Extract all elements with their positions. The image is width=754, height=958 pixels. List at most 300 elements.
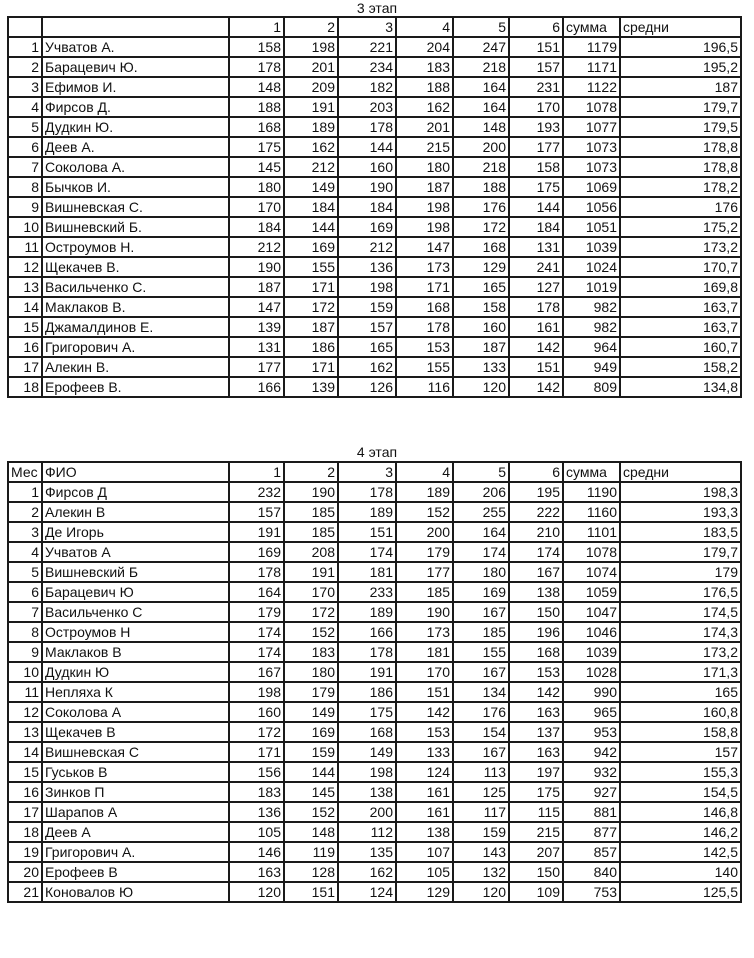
cell-g2: 189 bbox=[284, 117, 338, 137]
cell-place: 12 bbox=[8, 702, 42, 722]
cell-g4: 173 bbox=[396, 622, 453, 642]
cell-place: 20 bbox=[8, 862, 42, 882]
cell-g4: 181 bbox=[396, 642, 453, 662]
cell-g4: 171 bbox=[396, 277, 453, 297]
cell-sum: 881 bbox=[563, 802, 620, 822]
cell-sum: 982 bbox=[563, 317, 620, 337]
cell-g4: 155 bbox=[396, 357, 453, 377]
cell-avg: 173,2 bbox=[620, 237, 741, 257]
cell-g6: 127 bbox=[509, 277, 563, 297]
cell-sum: 1056 bbox=[563, 197, 620, 217]
cell-g1: 187 bbox=[229, 277, 284, 297]
table-row bbox=[8, 157, 741, 177]
stage-3-title: 3 этап bbox=[356, 0, 398, 16]
cell-g2: 184 bbox=[284, 197, 338, 217]
header-sum: сумма bbox=[563, 462, 620, 482]
cell-avg: 178,8 bbox=[620, 137, 741, 157]
cell-avg: 163,7 bbox=[620, 317, 741, 337]
cell-place: 6 bbox=[8, 582, 42, 602]
cell-g4: 204 bbox=[396, 37, 453, 57]
cell-g3: 186 bbox=[338, 682, 396, 702]
cell-g2: 170 bbox=[284, 582, 338, 602]
cell-name: Учватов А bbox=[42, 542, 229, 562]
cell-name: Барацевич Ю. bbox=[42, 57, 229, 77]
cell-place: 2 bbox=[8, 502, 42, 522]
cell-sum: 990 bbox=[563, 682, 620, 702]
table-row bbox=[8, 297, 741, 317]
cell-avg: 196,5 bbox=[620, 37, 741, 57]
cell-g6: 144 bbox=[509, 197, 563, 217]
header-g3: 3 bbox=[338, 17, 396, 37]
cell-avg: 155,3 bbox=[620, 762, 741, 782]
cell-g4: 138 bbox=[396, 822, 453, 842]
cell-place: 5 bbox=[8, 562, 42, 582]
table-row bbox=[8, 642, 741, 662]
cell-g5: 200 bbox=[453, 137, 509, 157]
cell-g3: 162 bbox=[338, 357, 396, 377]
cell-place: 4 bbox=[8, 97, 42, 117]
cell-place: 5 bbox=[8, 117, 42, 137]
cell-g3: 190 bbox=[338, 177, 396, 197]
cell-g3: 166 bbox=[338, 622, 396, 642]
cell-avg: 146,8 bbox=[620, 802, 741, 822]
cell-g2: 144 bbox=[284, 217, 338, 237]
cell-g4: 168 bbox=[396, 297, 453, 317]
header-g1: 1 bbox=[229, 462, 284, 482]
cell-place: 9 bbox=[8, 197, 42, 217]
cell-g2: 155 bbox=[284, 257, 338, 277]
cell-g3: 184 bbox=[338, 197, 396, 217]
cell-g1: 158 bbox=[229, 37, 284, 57]
cell-sum: 1039 bbox=[563, 237, 620, 257]
cell-name: Фирсов Д bbox=[42, 482, 229, 502]
stage-4-table bbox=[7, 461, 742, 903]
cell-g5: 129 bbox=[453, 257, 509, 277]
cell-place: 17 bbox=[8, 802, 42, 822]
cell-g2: 191 bbox=[284, 97, 338, 117]
cell-g1: 183 bbox=[229, 782, 284, 802]
cell-place: 11 bbox=[8, 237, 42, 257]
cell-g3: 198 bbox=[338, 762, 396, 782]
cell-g6: 163 bbox=[509, 702, 563, 722]
header-g4: 4 bbox=[396, 17, 453, 37]
cell-avg: 171,3 bbox=[620, 662, 741, 682]
cell-g6: 215 bbox=[509, 822, 563, 842]
cell-g1: 170 bbox=[229, 197, 284, 217]
cell-place: 8 bbox=[8, 622, 42, 642]
cell-g6: 158 bbox=[509, 157, 563, 177]
cell-g3: 175 bbox=[338, 702, 396, 722]
cell-g1: 167 bbox=[229, 662, 284, 682]
cell-g5: 120 bbox=[453, 882, 509, 902]
cell-g5: 160 bbox=[453, 317, 509, 337]
cell-g5: 117 bbox=[453, 802, 509, 822]
cell-g5: 247 bbox=[453, 37, 509, 57]
cell-g1: 188 bbox=[229, 97, 284, 117]
header-name: ФИО bbox=[42, 462, 229, 482]
cell-g5: 168 bbox=[453, 237, 509, 257]
cell-g3: 168 bbox=[338, 722, 396, 742]
cell-g5: 218 bbox=[453, 57, 509, 77]
cell-g5: 134 bbox=[453, 682, 509, 702]
stage-3-table bbox=[7, 16, 742, 398]
table-row bbox=[8, 882, 741, 902]
cell-sum: 982 bbox=[563, 297, 620, 317]
cell-name: Остроумов Н bbox=[42, 622, 229, 642]
cell-g5: 154 bbox=[453, 722, 509, 742]
cell-sum: 965 bbox=[563, 702, 620, 722]
cell-g2: 149 bbox=[284, 702, 338, 722]
cell-g5: 187 bbox=[453, 337, 509, 357]
cell-avg: 157 bbox=[620, 742, 741, 762]
cell-avg: 154,5 bbox=[620, 782, 741, 802]
cell-g4: 116 bbox=[396, 377, 453, 397]
cell-g6: 177 bbox=[509, 137, 563, 157]
cell-g4: 153 bbox=[396, 722, 453, 742]
cell-g2: 185 bbox=[284, 502, 338, 522]
cell-g1: 163 bbox=[229, 862, 284, 882]
cell-name: Вишневский Б. bbox=[42, 217, 229, 237]
cell-g4: 178 bbox=[396, 317, 453, 337]
cell-g1: 164 bbox=[229, 582, 284, 602]
cell-sum: 942 bbox=[563, 742, 620, 762]
cell-g4: 170 bbox=[396, 662, 453, 682]
cell-g4: 105 bbox=[396, 862, 453, 882]
cell-name: Зинков П bbox=[42, 782, 229, 802]
cell-g2: 162 bbox=[284, 137, 338, 157]
cell-g5: 180 bbox=[453, 562, 509, 582]
cell-place: 1 bbox=[8, 482, 42, 502]
cell-g4: 124 bbox=[396, 762, 453, 782]
header-g6: 6 bbox=[509, 462, 563, 482]
cell-g3: 198 bbox=[338, 277, 396, 297]
cell-g3: 189 bbox=[338, 602, 396, 622]
cell-name: Вишневская С. bbox=[42, 197, 229, 217]
header-sum: сумма bbox=[563, 17, 620, 37]
cell-g2: 149 bbox=[284, 177, 338, 197]
cell-g1: 184 bbox=[229, 217, 284, 237]
cell-g3: 138 bbox=[338, 782, 396, 802]
cell-g3: 178 bbox=[338, 482, 396, 502]
cell-sum: 753 bbox=[563, 882, 620, 902]
table-row bbox=[8, 37, 741, 57]
cell-place: 12 bbox=[8, 257, 42, 277]
cell-g3: 126 bbox=[338, 377, 396, 397]
cell-g4: 173 bbox=[396, 257, 453, 277]
cell-name: Дудкин Ю bbox=[42, 662, 229, 682]
cell-g5: 143 bbox=[453, 842, 509, 862]
cell-g6: 231 bbox=[509, 77, 563, 97]
cell-g3: 160 bbox=[338, 157, 396, 177]
cell-g5: 155 bbox=[453, 642, 509, 662]
header-g2: 2 bbox=[284, 462, 338, 482]
cell-sum: 857 bbox=[563, 842, 620, 862]
cell-g5: 172 bbox=[453, 217, 509, 237]
table-row bbox=[8, 337, 741, 357]
cell-g3: 151 bbox=[338, 522, 396, 542]
cell-g6: 142 bbox=[509, 377, 563, 397]
table-row bbox=[8, 682, 741, 702]
cell-g4: 133 bbox=[396, 742, 453, 762]
table-row bbox=[8, 317, 741, 337]
cell-g5: 165 bbox=[453, 277, 509, 297]
cell-sum: 809 bbox=[563, 377, 620, 397]
cell-sum: 1078 bbox=[563, 97, 620, 117]
header-g6: 6 bbox=[509, 17, 563, 37]
cell-g1: 157 bbox=[229, 502, 284, 522]
cell-g4: 177 bbox=[396, 562, 453, 582]
cell-g2: 152 bbox=[284, 802, 338, 822]
cell-avg: 158,2 bbox=[620, 357, 741, 377]
cell-g4: 183 bbox=[396, 57, 453, 77]
table-row bbox=[8, 117, 741, 137]
cell-name: Шарапов А bbox=[42, 802, 229, 822]
cell-avg: 169,8 bbox=[620, 277, 741, 297]
cell-avg: 174,5 bbox=[620, 602, 741, 622]
table-row bbox=[8, 602, 741, 622]
cell-g1: 168 bbox=[229, 117, 284, 137]
cell-name: Барацевич Ю bbox=[42, 582, 229, 602]
cell-g6: 109 bbox=[509, 882, 563, 902]
cell-g2: 171 bbox=[284, 357, 338, 377]
cell-place: 17 bbox=[8, 357, 42, 377]
cell-sum: 953 bbox=[563, 722, 620, 742]
cell-name: Васильченко С bbox=[42, 602, 229, 622]
cell-g6: 137 bbox=[509, 722, 563, 742]
cell-g4: 198 bbox=[396, 217, 453, 237]
cell-g4: 200 bbox=[396, 522, 453, 542]
cell-g3: 124 bbox=[338, 882, 396, 902]
cell-avg: 173,2 bbox=[620, 642, 741, 662]
cell-g5: 206 bbox=[453, 482, 509, 502]
cell-avg: 176 bbox=[620, 197, 741, 217]
header-row bbox=[8, 17, 741, 37]
cell-place: 3 bbox=[8, 522, 42, 542]
cell-avg: 163,7 bbox=[620, 297, 741, 317]
cell-g2: 198 bbox=[284, 37, 338, 57]
table-row bbox=[8, 802, 741, 822]
cell-g3: 162 bbox=[338, 862, 396, 882]
cell-g2: 212 bbox=[284, 157, 338, 177]
cell-name: Ефимов И. bbox=[42, 77, 229, 97]
cell-g2: 169 bbox=[284, 722, 338, 742]
cell-sum: 877 bbox=[563, 822, 620, 842]
cell-g2: 209 bbox=[284, 77, 338, 97]
cell-g4: 161 bbox=[396, 802, 453, 822]
cell-name: Вишневская С bbox=[42, 742, 229, 762]
table-row bbox=[8, 482, 741, 502]
cell-g2: 139 bbox=[284, 377, 338, 397]
cell-g1: 120 bbox=[229, 882, 284, 902]
cell-g6: 153 bbox=[509, 662, 563, 682]
header-g5: 5 bbox=[453, 17, 509, 37]
cell-avg: 174,3 bbox=[620, 622, 741, 642]
cell-g2: 119 bbox=[284, 842, 338, 862]
cell-g2: 144 bbox=[284, 762, 338, 782]
cell-g2: 185 bbox=[284, 522, 338, 542]
cell-sum: 1179 bbox=[563, 37, 620, 57]
cell-name: Бычков И. bbox=[42, 177, 229, 197]
cell-name: Ерофеев В bbox=[42, 862, 229, 882]
cell-place: 9 bbox=[8, 642, 42, 662]
cell-g2: 152 bbox=[284, 622, 338, 642]
table-row bbox=[8, 177, 741, 197]
cell-g6: 197 bbox=[509, 762, 563, 782]
cell-g3: 174 bbox=[338, 542, 396, 562]
cell-sum: 1190 bbox=[563, 482, 620, 502]
cell-name: Щекачев В bbox=[42, 722, 229, 742]
cell-place: 8 bbox=[8, 177, 42, 197]
cell-g5: 158 bbox=[453, 297, 509, 317]
cell-g3: 169 bbox=[338, 217, 396, 237]
cell-g6: 195 bbox=[509, 482, 563, 502]
cell-g5: 167 bbox=[453, 602, 509, 622]
header-g2: 2 bbox=[284, 17, 338, 37]
cell-place: 19 bbox=[8, 842, 42, 862]
cell-g5: 174 bbox=[453, 542, 509, 562]
cell-avg: 183,5 bbox=[620, 522, 741, 542]
table-row bbox=[8, 722, 741, 742]
cell-place: 15 bbox=[8, 762, 42, 782]
cell-g6: 150 bbox=[509, 602, 563, 622]
table-row bbox=[8, 522, 741, 542]
cell-g6: 131 bbox=[509, 237, 563, 257]
table-row bbox=[8, 702, 741, 722]
cell-g4: 129 bbox=[396, 882, 453, 902]
cell-avg: 170,7 bbox=[620, 257, 741, 277]
cell-g2: 180 bbox=[284, 662, 338, 682]
cell-sum: 1059 bbox=[563, 582, 620, 602]
cell-avg: 179,5 bbox=[620, 117, 741, 137]
cell-place: 2 bbox=[8, 57, 42, 77]
cell-g1: 191 bbox=[229, 522, 284, 542]
cell-avg: 160,8 bbox=[620, 702, 741, 722]
cell-g1: 190 bbox=[229, 257, 284, 277]
cell-sum: 927 bbox=[563, 782, 620, 802]
header-g1: 1 bbox=[229, 17, 284, 37]
cell-g2: 183 bbox=[284, 642, 338, 662]
cell-g2: 171 bbox=[284, 277, 338, 297]
cell-g5: 176 bbox=[453, 197, 509, 217]
cell-name: Маклаков В bbox=[42, 642, 229, 662]
cell-name: Вишневский Б bbox=[42, 562, 229, 582]
cell-place: 15 bbox=[8, 317, 42, 337]
cell-g3: 234 bbox=[338, 57, 396, 77]
header-place: Мес bbox=[8, 462, 42, 482]
cell-g5: 185 bbox=[453, 622, 509, 642]
cell-avg: 140 bbox=[620, 862, 741, 882]
cell-g5: 113 bbox=[453, 762, 509, 782]
cell-sum: 1073 bbox=[563, 157, 620, 177]
cell-name: Гуськов В bbox=[42, 762, 229, 782]
cell-g3: 136 bbox=[338, 257, 396, 277]
cell-g6: 222 bbox=[509, 502, 563, 522]
table-row bbox=[8, 562, 741, 582]
cell-avg: 179 bbox=[620, 562, 741, 582]
cell-g1: 148 bbox=[229, 77, 284, 97]
cell-g5: 164 bbox=[453, 522, 509, 542]
cell-g1: 160 bbox=[229, 702, 284, 722]
cell-g4: 151 bbox=[396, 682, 453, 702]
cell-avg: 125,5 bbox=[620, 882, 741, 902]
cell-place: 10 bbox=[8, 662, 42, 682]
cell-g6: 161 bbox=[509, 317, 563, 337]
table-row bbox=[8, 762, 741, 782]
cell-g2: 128 bbox=[284, 862, 338, 882]
cell-g5: 167 bbox=[453, 742, 509, 762]
table-row bbox=[8, 822, 741, 842]
cell-name: Де Игорь bbox=[42, 522, 229, 542]
cell-g2: 179 bbox=[284, 682, 338, 702]
cell-g5: 188 bbox=[453, 177, 509, 197]
cell-g3: 157 bbox=[338, 317, 396, 337]
cell-g6: 174 bbox=[509, 542, 563, 562]
cell-g6: 150 bbox=[509, 862, 563, 882]
cell-avg: 193,3 bbox=[620, 502, 741, 522]
cell-sum: 1122 bbox=[563, 77, 620, 97]
cell-g6: 151 bbox=[509, 37, 563, 57]
cell-sum: 1078 bbox=[563, 542, 620, 562]
cell-g2: 186 bbox=[284, 337, 338, 357]
cell-g3: 200 bbox=[338, 802, 396, 822]
cell-g1: 131 bbox=[229, 337, 284, 357]
cell-g3: 181 bbox=[338, 562, 396, 582]
cell-name: Фирсов Д. bbox=[42, 97, 229, 117]
cell-g6: 178 bbox=[509, 297, 563, 317]
table-row bbox=[8, 137, 741, 157]
cell-g6: 142 bbox=[509, 682, 563, 702]
cell-g1: 147 bbox=[229, 297, 284, 317]
header-avg: средни bbox=[620, 462, 741, 482]
cell-place: 18 bbox=[8, 822, 42, 842]
header-g5: 5 bbox=[453, 462, 509, 482]
cell-sum: 1069 bbox=[563, 177, 620, 197]
cell-g1: 105 bbox=[229, 822, 284, 842]
cell-name: Непляха К bbox=[42, 682, 229, 702]
cell-name: Васильченко С. bbox=[42, 277, 229, 297]
cell-g1: 198 bbox=[229, 682, 284, 702]
cell-g4: 180 bbox=[396, 157, 453, 177]
cell-g1: 174 bbox=[229, 642, 284, 662]
cell-avg: 146,2 bbox=[620, 822, 741, 842]
cell-g3: 112 bbox=[338, 822, 396, 842]
cell-sum: 1028 bbox=[563, 662, 620, 682]
table-row bbox=[8, 277, 741, 297]
cell-g1: 171 bbox=[229, 742, 284, 762]
cell-sum: 1171 bbox=[563, 57, 620, 77]
cell-name: Ерофеев В. bbox=[42, 377, 229, 397]
cell-name: Соколова А bbox=[42, 702, 229, 722]
cell-g1: 232 bbox=[229, 482, 284, 502]
cell-avg: 134,8 bbox=[620, 377, 741, 397]
cell-place: 7 bbox=[8, 157, 42, 177]
table-row bbox=[8, 77, 741, 97]
cell-g2: 208 bbox=[284, 542, 338, 562]
cell-name: Деев А. bbox=[42, 137, 229, 157]
header-name bbox=[42, 17, 229, 37]
table-row bbox=[8, 257, 741, 277]
table-row bbox=[8, 582, 741, 602]
cell-sum: 932 bbox=[563, 762, 620, 782]
cell-g1: 136 bbox=[229, 802, 284, 822]
cell-avg: 198,3 bbox=[620, 482, 741, 502]
cell-g1: 180 bbox=[229, 177, 284, 197]
cell-g6: 175 bbox=[509, 177, 563, 197]
cell-g1: 145 bbox=[229, 157, 284, 177]
cell-sum: 1074 bbox=[563, 562, 620, 582]
cell-avg: 178,2 bbox=[620, 177, 741, 197]
cell-place: 4 bbox=[8, 542, 42, 562]
